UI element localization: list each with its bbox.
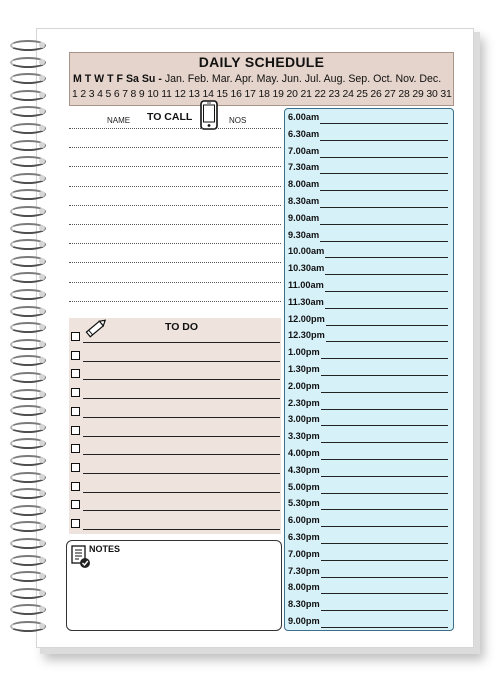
time-slot[interactable]	[288, 597, 451, 613]
time-label: 1.30pm	[288, 364, 320, 374]
time-slot[interactable]	[288, 530, 451, 546]
time-entry-line[interactable]	[320, 207, 448, 208]
time-entry-line[interactable]	[320, 157, 448, 158]
time-entry-line[interactable]	[320, 190, 448, 191]
spiral-coil	[8, 173, 50, 183]
time-entry-line[interactable]	[321, 425, 448, 426]
time-label: 7.00pm	[288, 548, 320, 559]
todo-item[interactable]	[69, 426, 281, 438]
time-label: 5.00pm	[288, 481, 320, 492]
time-entry-line[interactable]	[321, 627, 448, 628]
time-entry-line[interactable]	[325, 291, 448, 292]
time-label: 1.00pm	[288, 347, 320, 358]
call-entry-line[interactable]	[69, 147, 281, 148]
todo-entry-line[interactable]	[83, 510, 280, 511]
spiral-coil	[8, 223, 50, 233]
spiral-coil	[8, 405, 50, 415]
time-entry-line[interactable]	[321, 358, 448, 359]
time-entry-line[interactable]	[321, 543, 448, 544]
spiral-coil	[8, 57, 50, 67]
todo-entry-line[interactable]	[83, 492, 280, 493]
spiral-coil	[8, 521, 50, 531]
todo-item[interactable]	[69, 500, 281, 512]
time-label: 6.30am	[288, 128, 320, 139]
spiral-coil	[8, 272, 50, 282]
time-entry-line[interactable]	[321, 375, 448, 376]
time-entry-line[interactable]	[321, 560, 448, 561]
time-entry-line[interactable]	[321, 442, 448, 443]
call-entry-line[interactable]	[69, 262, 281, 263]
time-entry-line[interactable]	[325, 274, 448, 275]
spiral-coil	[8, 73, 50, 83]
spiral-coil	[8, 604, 50, 614]
numbers-column-label: NOS	[229, 116, 247, 125]
time-entry-line[interactable]	[321, 509, 448, 510]
todo-checkbox[interactable]	[71, 444, 80, 453]
time-slot[interactable]	[288, 429, 451, 445]
time-slot[interactable]	[288, 362, 451, 378]
todo-item[interactable]	[69, 351, 281, 363]
call-entry-line[interactable]	[69, 205, 281, 206]
time-slot[interactable]	[288, 312, 451, 328]
todo-entry-line[interactable]	[83, 436, 280, 437]
todo-checkbox[interactable]	[71, 351, 80, 360]
todo-item[interactable]	[69, 388, 281, 400]
time-slot[interactable]	[288, 379, 451, 395]
time-slot[interactable]	[288, 127, 451, 143]
time-entry-line[interactable]	[321, 526, 448, 527]
spiral-coil	[8, 488, 50, 498]
time-label: 8.00pm	[288, 582, 320, 593]
todo-checkbox[interactable]	[71, 407, 80, 416]
time-slot[interactable]	[288, 580, 451, 596]
time-label: 6.00pm	[288, 515, 320, 526]
time-slot[interactable]	[288, 614, 451, 630]
call-entry-line[interactable]	[69, 186, 281, 187]
call-entry-line[interactable]	[69, 224, 281, 225]
time-slot[interactable]	[288, 295, 451, 311]
time-slot[interactable]	[288, 160, 451, 176]
time-entry-line[interactable]	[326, 341, 448, 342]
time-entry-line[interactable]	[320, 173, 448, 174]
time-label: 11.30am	[288, 296, 324, 307]
call-entry-line[interactable]	[69, 128, 281, 129]
todo-item[interactable]	[69, 482, 281, 494]
to-call-section	[69, 106, 281, 314]
time-label: 12.00pm	[288, 313, 325, 324]
time-entry-line[interactable]	[326, 325, 448, 326]
page-title: DAILY SCHEDULE	[198, 54, 325, 70]
time-slot[interactable]	[288, 496, 451, 512]
time-label: 6.00am	[288, 112, 320, 122]
todo-entry-line[interactable]	[83, 342, 280, 343]
call-entry-line[interactable]	[69, 166, 281, 167]
time-entry-line[interactable]	[321, 409, 448, 410]
notes-title: NOTES	[89, 544, 121, 554]
time-slot[interactable]	[288, 564, 451, 580]
time-slot[interactable]	[288, 110, 451, 126]
schedule-header	[69, 52, 454, 106]
time-slot[interactable]	[288, 345, 451, 361]
time-slot[interactable]	[288, 513, 451, 529]
spiral-coil	[8, 438, 50, 448]
spiral-coil	[8, 140, 50, 150]
time-entry-line[interactable]	[321, 610, 448, 611]
spiral-coil	[8, 306, 50, 316]
time-slot[interactable]	[288, 480, 451, 496]
spiral-coil	[8, 538, 50, 548]
spiral-coil	[8, 156, 50, 166]
time-label: 9.00pm	[288, 616, 320, 626]
spiral-coil	[8, 90, 50, 100]
todo-entry-line[interactable]	[83, 398, 280, 399]
time-entry-line[interactable]	[320, 224, 448, 225]
time-slot[interactable]	[288, 328, 451, 344]
time-label: 3.00pm	[288, 414, 320, 425]
time-slot[interactable]	[288, 177, 451, 193]
spiral-coil	[8, 189, 50, 199]
time-label: 10.30am	[288, 263, 325, 274]
todo-item[interactable]	[69, 369, 281, 381]
todo-item[interactable]	[69, 519, 281, 531]
spiral-coil	[8, 106, 50, 116]
spiral-coil	[8, 455, 50, 465]
todo-checkbox[interactable]	[71, 482, 80, 491]
todo-checkbox[interactable]	[71, 426, 80, 435]
month-selector[interactable]: Jan. Feb. Mar. Apr. May. Jun. Jul. Aug. Sep. Oct. Nov. Dec.	[164, 73, 442, 85]
time-label: 11.00am	[288, 280, 324, 290]
spiral-coil	[8, 206, 50, 216]
spiral-coil	[8, 355, 50, 365]
time-label: 9.00am	[288, 212, 320, 223]
to-do-title: TO DO	[165, 321, 199, 333]
todo-item[interactable]	[69, 332, 281, 344]
time-label: 8.00am	[288, 179, 320, 190]
time-slot[interactable]	[288, 396, 451, 412]
todo-checkbox[interactable]	[71, 388, 80, 397]
time-entry-line[interactable]	[320, 241, 448, 242]
spiral-coil	[8, 372, 50, 382]
time-entry-line[interactable]	[321, 493, 448, 494]
time-label: 8.30pm	[288, 599, 320, 610]
todo-entry-line[interactable]	[83, 454, 280, 455]
to-call-title: TO CALL	[147, 111, 193, 123]
day-month-row	[73, 73, 441, 85]
time-entry-line[interactable]	[320, 123, 448, 124]
time-label: 4.30pm	[288, 464, 320, 475]
spiral-coil	[8, 472, 50, 482]
todo-entry-line[interactable]	[83, 417, 280, 418]
time-slot[interactable]	[288, 228, 451, 244]
spiral-coil	[8, 123, 50, 133]
spiral-coil	[8, 239, 50, 249]
spiral-binding	[8, 40, 50, 640]
call-entry-line[interactable]	[69, 301, 281, 302]
notes-box[interactable]	[66, 540, 282, 631]
time-slot[interactable]	[288, 244, 451, 260]
spiral-coil	[8, 571, 50, 581]
time-label: 7.30pm	[288, 565, 320, 576]
time-entry-line[interactable]	[321, 392, 448, 393]
time-label: 5.30pm	[288, 498, 320, 509]
spiral-coil	[8, 289, 50, 299]
todo-item[interactable]	[69, 463, 281, 475]
todo-checkbox[interactable]	[71, 519, 80, 528]
time-entry-line[interactable]	[321, 593, 448, 594]
todo-entry-line[interactable]	[83, 379, 280, 380]
todo-entry-line[interactable]	[83, 361, 280, 362]
todo-item[interactable]	[69, 407, 281, 419]
name-column-label: NAME	[107, 116, 131, 125]
call-entry-line[interactable]	[69, 282, 281, 283]
time-label: 2.30pm	[288, 397, 320, 408]
time-slot[interactable]	[288, 144, 451, 160]
date-selector[interactable]: 1 2 3 4 5 6 7 8 9 10 11 12 13 14 15 16 17 18 19 20 21 22 23 24 25 26 27 28 29 30 31	[72, 89, 452, 100]
spiral-coil	[8, 621, 50, 631]
spiral-coil	[8, 588, 50, 598]
spiral-coil	[8, 256, 50, 266]
todo-checkbox[interactable]	[71, 369, 80, 378]
time-entry-line[interactable]	[320, 140, 448, 141]
time-entry-line[interactable]	[321, 459, 448, 460]
todo-checkbox[interactable]	[71, 500, 80, 509]
weekday-selector[interactable]: M T W T F Sa Su -	[73, 73, 162, 85]
time-slot[interactable]	[288, 463, 451, 479]
time-label: 7.30am	[288, 162, 320, 173]
spiral-coil	[8, 40, 50, 50]
time-label: 4.00pm	[288, 448, 320, 458]
spiral-coil	[8, 389, 50, 399]
hourly-schedule	[284, 108, 454, 631]
to-do-section	[69, 318, 281, 534]
time-label: 2.00pm	[288, 380, 320, 391]
spiral-coil	[8, 555, 50, 565]
todo-checkbox[interactable]	[71, 332, 80, 341]
spiral-coil	[8, 322, 50, 332]
time-entry-line[interactable]	[321, 577, 448, 578]
todo-checkbox[interactable]	[71, 463, 80, 472]
time-label: 3.30pm	[288, 431, 320, 442]
time-slot[interactable]	[288, 278, 451, 294]
time-slot[interactable]	[288, 211, 451, 227]
todo-entry-line[interactable]	[83, 473, 280, 474]
time-label: 6.30pm	[288, 532, 320, 542]
time-slot[interactable]	[288, 547, 451, 563]
time-entry-line[interactable]	[325, 308, 448, 309]
call-entry-line[interactable]	[69, 243, 281, 244]
time-label: 7.00am	[288, 145, 320, 156]
time-slot[interactable]	[288, 194, 451, 210]
time-slot[interactable]	[288, 446, 451, 462]
time-label: 9.30am	[288, 229, 320, 240]
phone-icon	[200, 100, 218, 130]
spiral-coil	[8, 505, 50, 515]
time-entry-line[interactable]	[321, 476, 448, 477]
todo-entry-line[interactable]	[83, 529, 280, 530]
spiral-coil	[8, 339, 50, 349]
time-label: 12.30pm	[288, 330, 325, 341]
todo-item[interactable]	[69, 444, 281, 456]
time-label: 8.30am	[288, 196, 320, 206]
time-slot[interactable]	[288, 412, 451, 428]
time-entry-line[interactable]	[325, 257, 448, 258]
time-label: 10.00am	[288, 246, 325, 257]
time-slot[interactable]	[288, 261, 451, 277]
spiral-coil	[8, 422, 50, 432]
